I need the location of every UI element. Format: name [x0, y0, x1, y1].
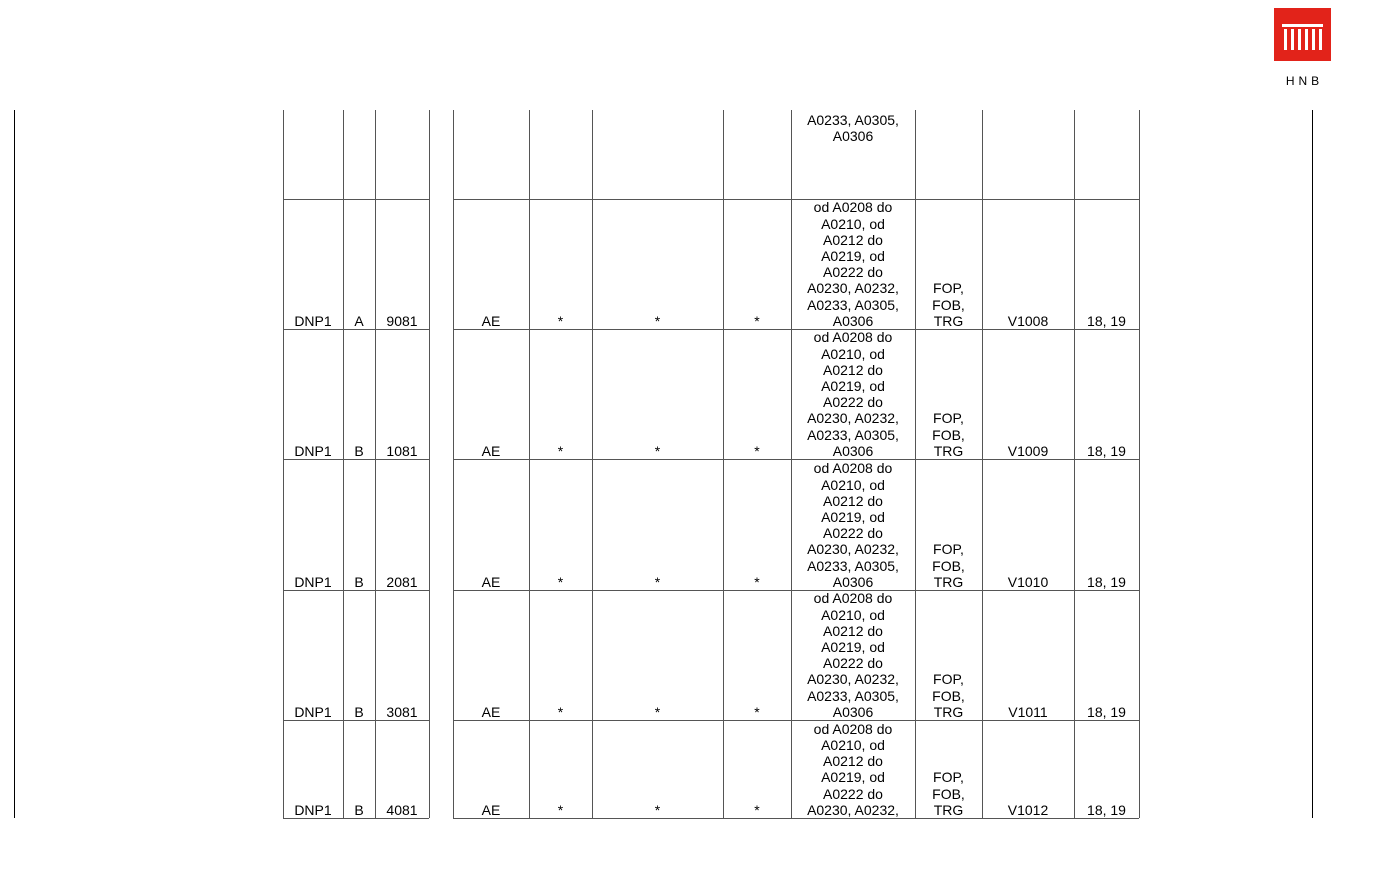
table-cell: *	[654, 442, 661, 459]
table-cell: FOP, FOB, TRG	[932, 541, 965, 590]
table-cell: *	[754, 801, 760, 818]
table-cell: DNP1	[294, 442, 332, 459]
table-cell: od A0208 do A0210, od A0212 do A0219, od A0222 do A0230, A0232, A0233, A0305, A0306	[807, 329, 899, 459]
table-cell: od A0208 do A0210, od A0212 do A0219, od A0222 do A0230, A0232, A0233, A0305, A0306	[807, 460, 899, 590]
table-cell: 3081	[386, 703, 418, 720]
table-cell: B	[354, 703, 364, 720]
table-cell: A0233, A0305, A0306	[807, 112, 899, 145]
table-cell: *	[754, 703, 760, 720]
table-cell: B	[354, 442, 364, 459]
table-cell: *	[754, 312, 760, 329]
table-cell: od A0208 do A0210, od A0212 do A0219, od A0222 do A0230, A0232, A0233, A0305, A0306	[807, 199, 899, 329]
table-cell: A	[354, 312, 364, 329]
table-cell: AE	[481, 442, 501, 459]
table-cell: 18, 19	[1087, 573, 1126, 590]
table-cell: *	[654, 703, 661, 720]
table-cell: od A0208 do A0210, od A0212 do A0219, od A0222 do A0230, A0232, A0233, A0305, A0306	[807, 590, 899, 720]
hnb-logo-icon	[1274, 8, 1331, 61]
hnb-logo	[1274, 8, 1331, 88]
table-cell	[343, 112, 375, 199]
table-cell: 18, 19	[1087, 801, 1126, 818]
table-cell: *	[557, 573, 564, 590]
table-cell: FOP, FOB, TRG	[932, 410, 965, 459]
page-border-right	[1312, 110, 1313, 818]
table-cell: DNP1	[294, 801, 332, 818]
table-cell: DNP1	[294, 312, 332, 329]
table-cell	[283, 112, 343, 199]
table-cell: V1009	[1007, 442, 1049, 459]
table-cell: FOP, FOB, TRG	[932, 769, 965, 818]
table-cell: *	[557, 442, 564, 459]
table-cell: *	[654, 801, 661, 818]
table-cell: V1011	[1008, 703, 1048, 720]
table-cell	[1074, 112, 1139, 199]
table-cell	[723, 112, 791, 199]
table-cell: 9081	[386, 312, 418, 329]
table-cell: 18, 19	[1087, 312, 1126, 329]
table-cell: V1012	[1007, 801, 1049, 818]
table-cell: 18, 19	[1087, 442, 1126, 459]
table-cell: FOP, FOB, TRG	[932, 671, 965, 720]
table-cell: *	[754, 442, 760, 459]
logo-text: HNB	[1285, 74, 1324, 88]
table-cell: V1010	[1007, 573, 1049, 590]
table-cell	[982, 112, 1074, 199]
table-cell: AE	[481, 312, 501, 329]
table-cell: od A0208 do A0210, od A0212 do A0219, od A0222 do A0230, A0232,	[807, 720, 899, 818]
table-cell: *	[654, 312, 661, 329]
table-cell	[375, 112, 429, 199]
page-border-left	[14, 110, 15, 818]
table-cell	[592, 112, 723, 199]
table-cell: V1008	[1007, 312, 1049, 329]
table-cell: *	[654, 573, 661, 590]
table-cell: AE	[481, 573, 501, 590]
table-cell: DNP1	[294, 573, 332, 590]
table-cell: DNP1	[294, 703, 332, 720]
table-cell	[453, 112, 529, 199]
table-cell: 18, 19	[1087, 703, 1126, 720]
table-cell: 2081	[386, 573, 418, 590]
table-cell: *	[557, 312, 564, 329]
table-cell: *	[557, 801, 564, 818]
table-cell: FOP, FOB, TRG	[932, 280, 965, 329]
table-cell: *	[557, 703, 564, 720]
table-cell: B	[354, 801, 364, 818]
table-cell	[529, 112, 592, 199]
table-cell: 4081	[386, 801, 418, 818]
table-cell: *	[754, 573, 760, 590]
table-cell: AE	[481, 801, 501, 818]
table-cell: AE	[481, 703, 501, 720]
table-cell	[915, 112, 982, 199]
table-cell: B	[354, 573, 364, 590]
table-cell: 1081	[386, 442, 418, 459]
